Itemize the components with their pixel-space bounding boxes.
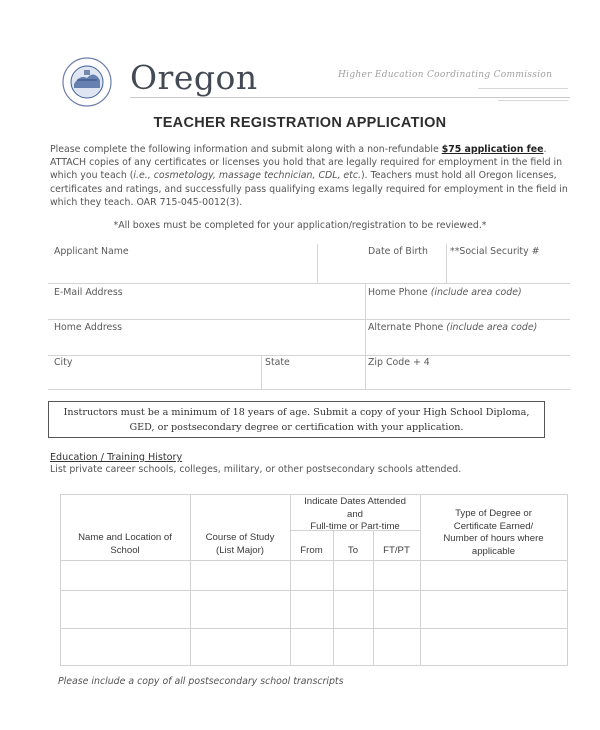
intro-text: ). Teachers must hold all Oregon licenses, certificates and ratings, and successfully pass qualifying exams legally required for employment in the field in which they teach. OAR 715-045-0012(3). <box>50 170 568 208</box>
col-header-line: Number of hours where <box>443 533 544 544</box>
home-phone-hint: (include area code) <box>430 287 522 298</box>
faint-address-line <box>498 100 568 101</box>
col-header-from: From <box>300 545 323 556</box>
alt-phone-hint: (include area code) <box>446 322 538 333</box>
col-header-line: Name and Location of <box>78 532 172 543</box>
oregon-wordmark: Oregon <box>130 58 258 97</box>
col-header-line: Course of Study <box>205 532 275 543</box>
alt-phone-text: Alternate Phone <box>368 322 444 333</box>
state-label: State <box>265 357 290 368</box>
field-divider <box>365 356 366 390</box>
home-phone-label <box>368 287 522 298</box>
education-table <box>60 494 568 666</box>
col-header-line: School <box>110 544 140 556</box>
field-divider <box>261 356 262 390</box>
intro-text: . ATTACH copies of any certificates or licenses you hold that are legally required for employment in the field in which you teach ( <box>50 144 563 182</box>
city-row[interactable] <box>48 356 570 390</box>
notice-line: GED, or postsecondary degree or certification with your application. <box>129 422 464 433</box>
table-rule <box>567 494 568 666</box>
col-header-degree <box>420 508 567 558</box>
required-note: *All boxes must be completed for your application/registration to be reviewed.* <box>113 220 487 231</box>
zip-label: Zip Code + 4 <box>368 357 430 368</box>
col-header-line: applicable <box>471 545 516 557</box>
col-header-line: and <box>346 508 363 520</box>
col-header-to: To <box>347 545 359 556</box>
field-divider <box>365 284 366 320</box>
col-header-line: Type of Degree or <box>455 508 532 519</box>
header-rule <box>130 97 570 98</box>
date-of-birth-label: Date of Birth <box>368 246 428 257</box>
table-rule <box>60 665 568 666</box>
table-rule <box>60 628 568 629</box>
agency-name: Higher Education Coordinating Commission <box>338 70 553 80</box>
address-row[interactable] <box>48 320 570 356</box>
ssn-label: **Social Security # <box>450 246 540 257</box>
applicant-name-label: Applicant Name <box>54 246 129 257</box>
field-divider <box>446 244 447 284</box>
table-rule <box>190 494 191 666</box>
education-heading: Education / Training History <box>50 452 183 463</box>
col-header-course <box>190 532 290 557</box>
field-divider <box>317 244 318 284</box>
alt-phone-label <box>368 322 537 333</box>
intro-text: Please complete the following information and submit along with a non-refundable <box>50 144 442 155</box>
col-header-ftpt: FT/PT <box>383 545 410 556</box>
state-seal-icon <box>58 56 116 108</box>
fee-amount: $75 application fee <box>441 144 544 155</box>
table-rule <box>60 590 568 591</box>
table-rule <box>60 560 568 561</box>
city-label: City <box>54 357 73 368</box>
table-rule <box>60 494 61 666</box>
applicant-name-row[interactable] <box>48 244 570 284</box>
col-header-line: Full-time or Part-time <box>310 521 400 532</box>
field-divider <box>365 320 366 356</box>
intro-examples: i.e., cosmetology, massage technician, CDL, etc. <box>133 170 361 182</box>
notice-line: Instructors must be a minimum of 18 years of age. Submit a copy of your High School Diploma, <box>63 407 530 418</box>
home-phone-text: Home Phone <box>368 287 428 298</box>
transcripts-note: Please include a copy of all postsecondary school transcripts <box>58 676 344 687</box>
instructions-paragraph <box>50 143 575 209</box>
col-header-dates <box>290 496 420 534</box>
home-address-label: Home Address <box>54 322 123 333</box>
letterhead <box>58 56 573 108</box>
col-header-school <box>60 532 190 557</box>
faint-address-line <box>478 88 568 89</box>
page-title: TEACHER REGISTRATION APPLICATION <box>153 115 447 131</box>
col-header-line: Certificate Earned/ <box>453 520 534 532</box>
col-header-line: (List Major) <box>216 544 264 556</box>
email-label: E-Mail Address <box>54 287 123 298</box>
col-header-line: Indicate Dates Attended <box>304 496 406 507</box>
table-rule <box>60 494 568 495</box>
education-subheading: List private career schools, colleges, military, or other postsecondary schools attended. <box>50 464 462 475</box>
email-row[interactable] <box>48 284 570 320</box>
age-requirement-notice <box>48 401 545 438</box>
